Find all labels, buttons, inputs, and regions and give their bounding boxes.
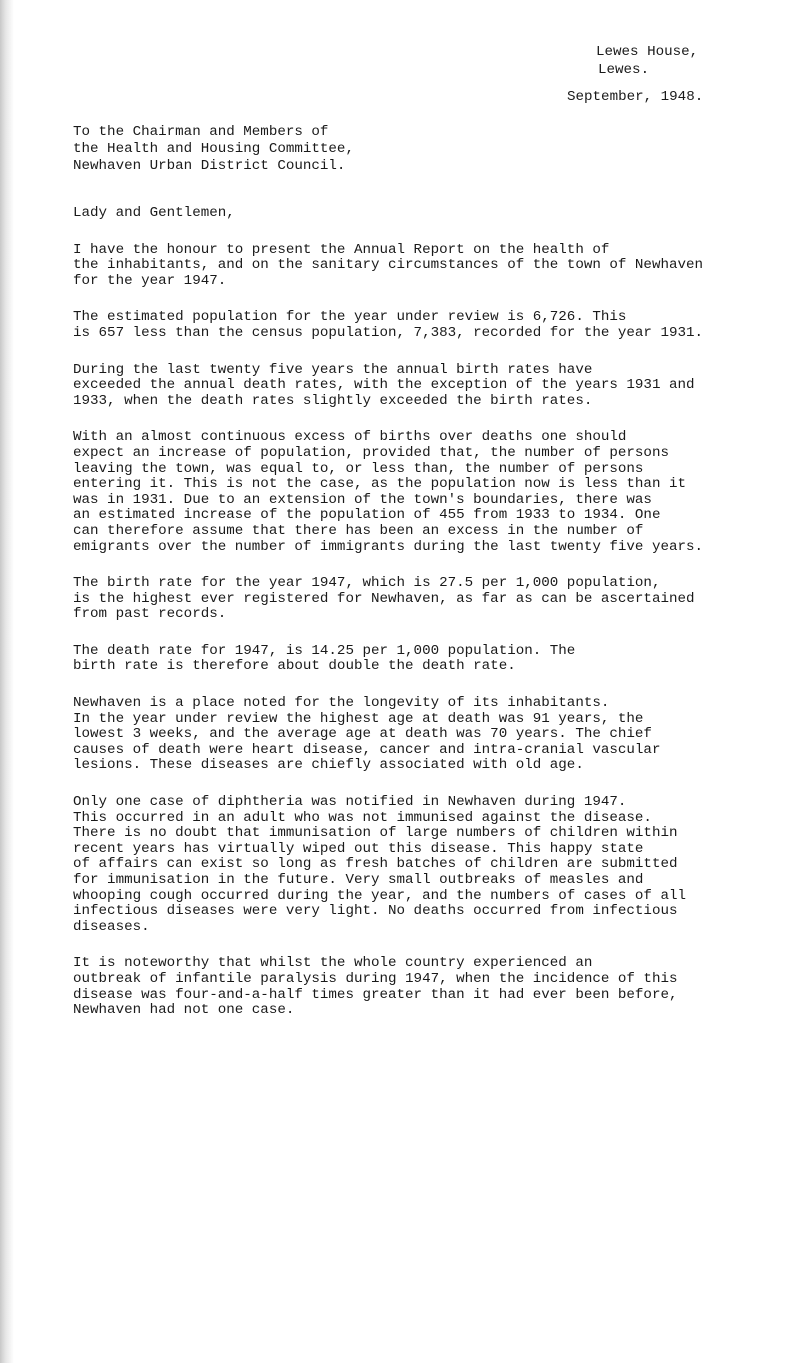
paragraph-population: The estimated population for the year under review is 6,726. This is 657 less than the census population, 7,383, recorded for the year 1931. <box>73 309 704 341</box>
addressee-line: Newhaven Urban District Council. <box>73 158 346 174</box>
scan-shadow-edge <box>0 0 14 1363</box>
addressee-block <box>73 125 793 176</box>
paragraph-longevity: Newhaven is a place noted for the longevity of its inhabitants. In the year under review the highest age at death was 91 years, the lowest 3 weeks, and the average age at death was 70 years. The chief causes of death were heart disease, cancer and intra-cranial vascular lesions. These diseases are chiefly associated with old age. <box>73 695 661 774</box>
sender-address <box>596 45 796 81</box>
paragraph-intro: I have the honour to present the Annual Report on the health of the inhabitants, and on the sanitary circumstances of the town of Newhaven for the year 1947. <box>73 241 704 289</box>
paragraph-infantile-paralysis: It is noteworthy that whilst the whole country experienced an outbreak of infantile paralysis during 1947, when the incidence of this disease was four-and-a-half times greater than it had ever been before, Newhaven had not one case. <box>73 955 678 1019</box>
letter-date: September, 1948. <box>567 89 704 105</box>
letter-body <box>73 125 793 1019</box>
paragraph-birth-rate: The birth rate for the year 1947, which is 27.5 per 1,000 population, is the highest ever registered for Newhaven, as far as can be ascertained from past records. <box>73 575 695 623</box>
salutation: Lady and Gentlemen, <box>73 205 235 221</box>
address-line-1: Lewes House, <box>596 44 699 60</box>
address-line-2: Lewes. <box>598 62 650 78</box>
addressee-line: To the Chairman and Members of <box>73 124 329 140</box>
paragraph-migration: With an almost continuous excess of births over deaths one should expect an increase of population, provided that, the number of persons leaving the town, was equal to, or less than, the number of persons entering it. This is not the case, as the population now is less than it was in 1931. Due to an extension of the town's boundaries, there was an estimated increase of the population of 455 from 1933 to 1934. One can therefore assume that there has been an excess in the number of emigrants over the number of immigrants during the last twenty five years. <box>73 429 704 555</box>
paragraph-death-rate: The death rate for 1947, is 14.25 per 1,000 population. The birth rate is therefore about double the death rate. <box>73 642 576 675</box>
paragraph-birth-death-rates: During the last twenty five years the annual birth rates have exceeded the annual death rates, with the exception of the years 1931 and 1933, when the death rates slightly exceeded the birth rates. <box>73 361 695 409</box>
paragraph-diphtheria: Only one case of diphtheria was notified in Newhaven during 1947. This occurred in an adult who was not immunised against the disease. There is no doubt that immunisation of large numbers of children within recent years has virtually wiped out this disease. This happy state of affairs can exist so long as fresh batches of children are submitted for immunisation in the future. Very small outbreaks of measles and whooping cough occurred during the year, and the numbers of cases of all infectious diseases were very light. No deaths occurred from infectious diseases. <box>73 794 686 935</box>
addressee-line: the Health and Housing Committee, <box>73 141 354 157</box>
